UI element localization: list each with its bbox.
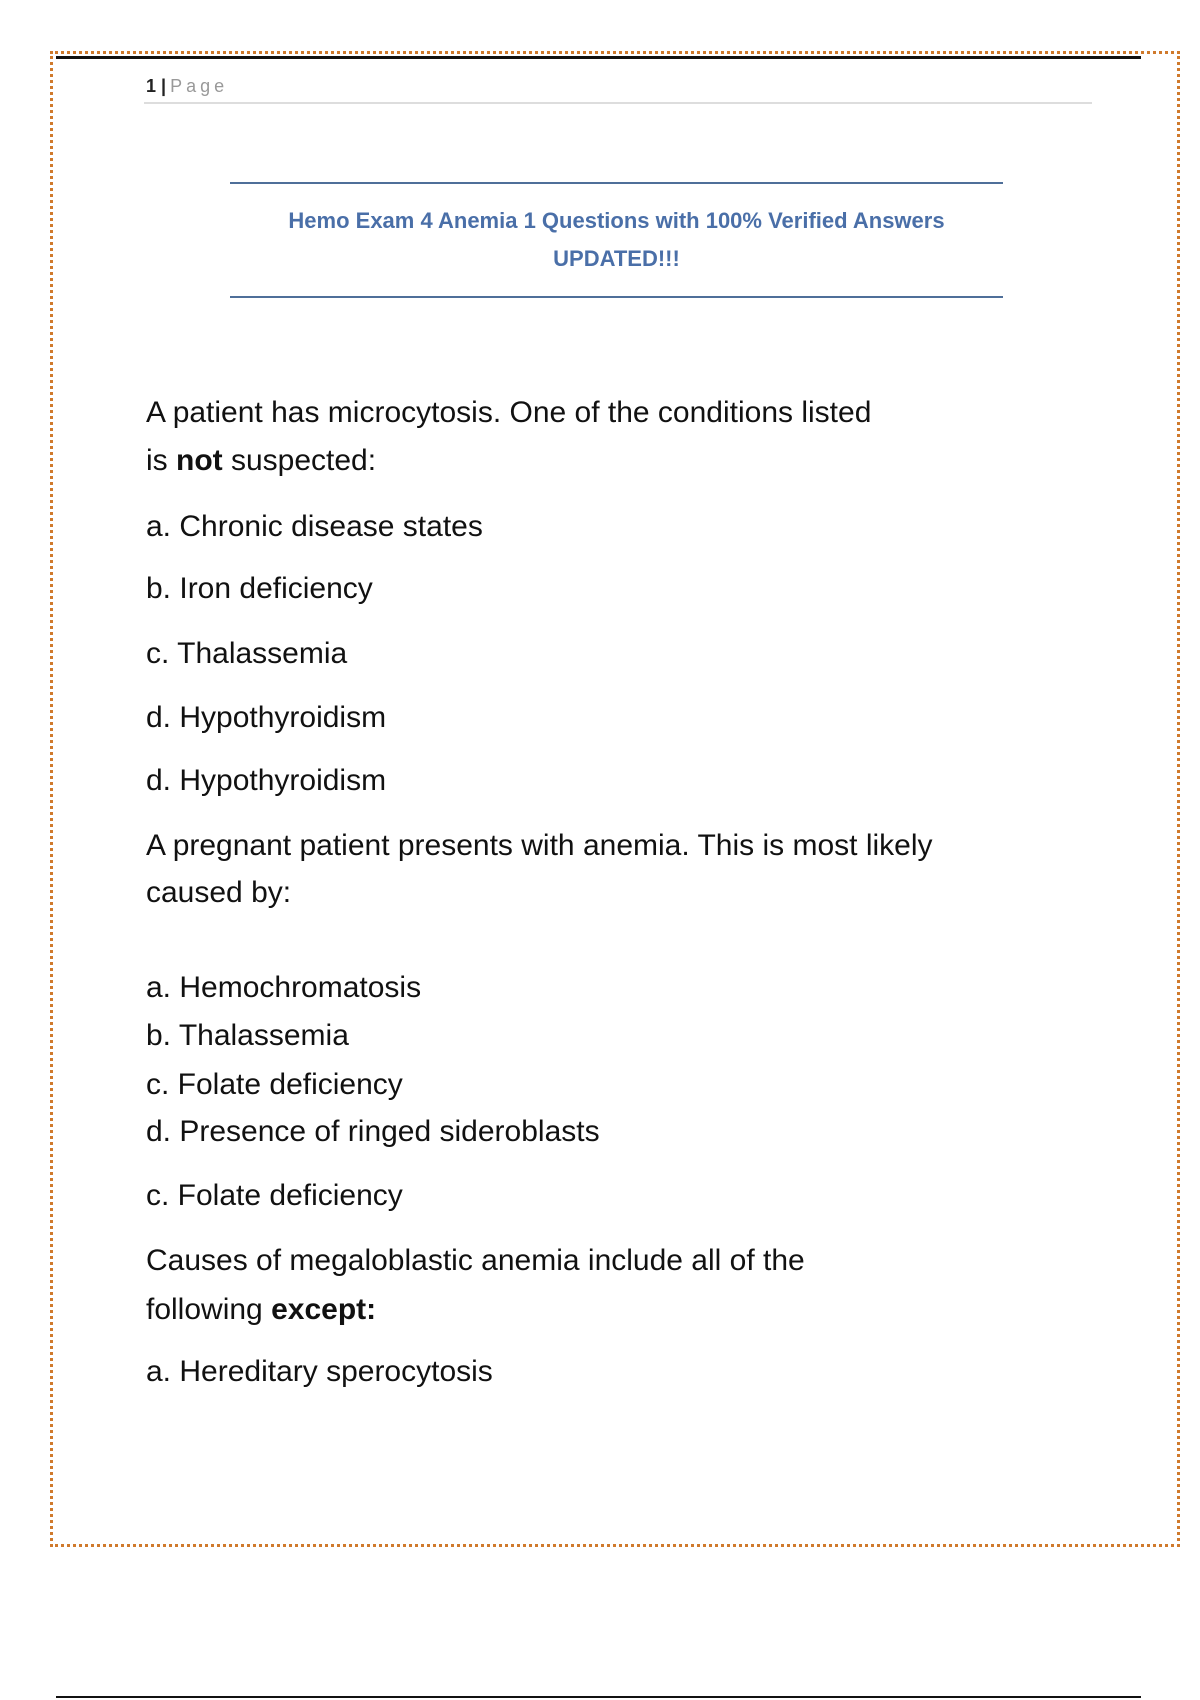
title-line-2: UPDATED!!!: [553, 246, 680, 271]
option: a. Hereditary sperocytosis: [146, 1355, 493, 1388]
q3-bold: except:: [271, 1293, 377, 1326]
question-3-text: Causes of megaloblastic anemia include all of the: [146, 1244, 805, 1277]
question-2-text: A pregnant patient presents with anemia. This is most likely: [146, 829, 933, 862]
page-bottom-rule: [56, 1696, 1141, 1698]
page-header: [146, 76, 228, 97]
title-rule-top: [230, 182, 1003, 184]
q3-pre: following: [146, 1293, 272, 1326]
q1-pre: is: [146, 444, 176, 477]
title-line-1: Hemo Exam 4 Anemia 1 Questions with 100% Verified Answers: [288, 208, 945, 233]
page-label: Page: [170, 76, 229, 96]
q1-post: suspected:: [222, 444, 377, 477]
question-2-text-cont: caused by:: [146, 876, 292, 909]
header-divider: [144, 102, 1092, 104]
question-1-text-cont: [146, 441, 376, 481]
document-title: [230, 202, 1003, 278]
header-rule: [56, 56, 1141, 59]
q1-bold: not: [176, 444, 223, 477]
option: d. Hypothyroidism: [146, 701, 387, 734]
option: a. Chronic disease states: [146, 510, 483, 543]
answer: d. Hypothyroidism: [146, 764, 387, 797]
page-number: 1: [146, 76, 157, 96]
option: b. Iron deficiency: [146, 572, 373, 605]
option: c. Thalassemia: [146, 637, 348, 670]
page-separator: |: [161, 76, 167, 96]
title-rule-bottom: [230, 296, 1003, 298]
option: d. Presence of ringed sideroblasts: [146, 1115, 600, 1148]
answer: c. Folate deficiency: [146, 1179, 403, 1212]
option: a. Hemochromatosis: [146, 971, 422, 1004]
question-1-text: A patient has microcytosis. One of the conditions listed: [146, 396, 872, 429]
option: b. Thalassemia: [146, 1019, 349, 1052]
option: c. Folate deficiency: [146, 1068, 403, 1101]
question-3-text-cont: [146, 1290, 376, 1330]
